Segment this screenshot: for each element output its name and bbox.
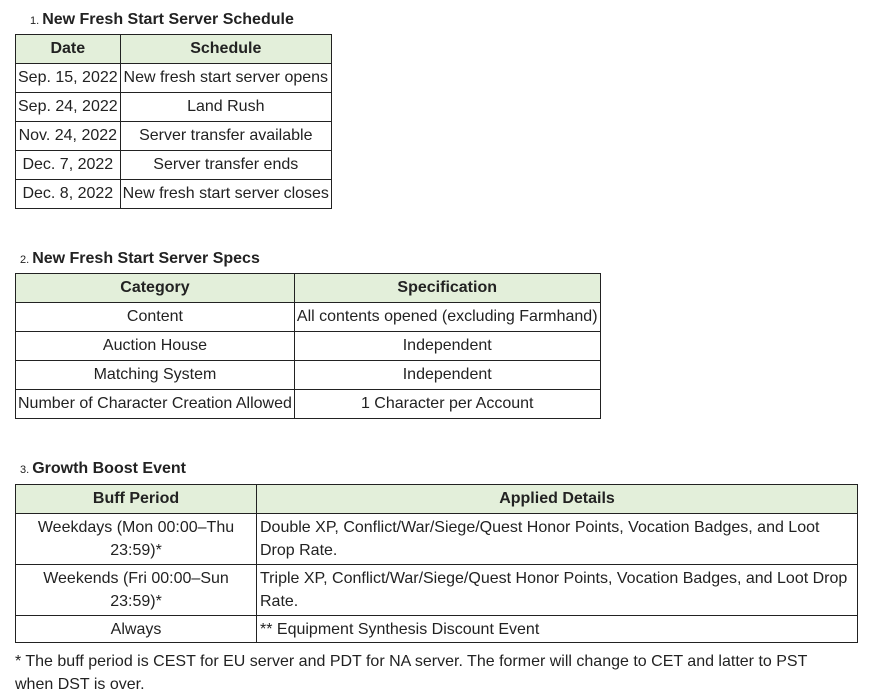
table-row bbox=[16, 514, 858, 565]
footnote: * The buff period is CEST for EU server and PDT for NA server. The former will change to CET and latter to PST when DST is over. bbox=[15, 653, 808, 693]
schedule-cell: New fresh start server closes bbox=[120, 180, 331, 209]
table-header-row bbox=[16, 35, 332, 64]
schedule-table bbox=[15, 34, 332, 209]
category-cell: Matching System bbox=[16, 361, 295, 390]
applied-details-cell: Double XP, Conflict/War/Siege/Quest Honor Points, Vocation Badges, and Loot Drop Rate. bbox=[257, 514, 858, 565]
section-1-title bbox=[30, 11, 294, 29]
column-header-buff-period: Buff Period bbox=[16, 485, 257, 514]
table-row bbox=[16, 93, 332, 122]
table-row bbox=[16, 361, 601, 390]
section-3-title bbox=[20, 460, 186, 478]
section-3-heading: Growth Boost Event bbox=[32, 460, 186, 477]
table-row bbox=[16, 180, 332, 209]
category-cell: Content bbox=[16, 303, 295, 332]
section-2-number: 2. bbox=[20, 254, 30, 266]
section-1-number: 1. bbox=[30, 15, 40, 27]
date-cell: Sep. 15, 2022 bbox=[16, 64, 121, 93]
section-2-heading: New Fresh Start Server Specs bbox=[32, 250, 260, 267]
column-header-category: Category bbox=[16, 274, 295, 303]
table-header-row bbox=[16, 274, 601, 303]
section-3-number: 3. bbox=[20, 464, 30, 476]
column-header-specification: Specification bbox=[294, 274, 600, 303]
table-row bbox=[16, 64, 332, 93]
specs-table bbox=[15, 273, 601, 419]
specification-cell: 1 Character per Account bbox=[294, 390, 600, 419]
table-row bbox=[16, 151, 332, 180]
schedule-cell: Land Rush bbox=[120, 93, 331, 122]
table-row bbox=[16, 122, 332, 151]
table-row bbox=[16, 303, 601, 332]
date-cell: Nov. 24, 2022 bbox=[16, 122, 121, 151]
table-row bbox=[16, 616, 858, 643]
schedule-cell: New fresh start server opens bbox=[120, 64, 331, 93]
column-header-applied-details: Applied Details bbox=[257, 485, 858, 514]
table-row bbox=[16, 332, 601, 361]
applied-details-cell: Triple XP, Conflict/War/Siege/Quest Honor Points, Vocation Badges, and Loot Drop Rate. bbox=[257, 565, 858, 616]
category-cell: Number of Character Creation Allowed bbox=[16, 390, 295, 419]
specification-cell: Independent bbox=[294, 361, 600, 390]
schedule-cell: Server transfer ends bbox=[120, 151, 331, 180]
applied-details-cell: ** Equipment Synthesis Discount Event bbox=[257, 616, 858, 643]
section-1-heading: New Fresh Start Server Schedule bbox=[42, 11, 294, 28]
column-header-schedule: Schedule bbox=[120, 35, 331, 64]
table-row bbox=[16, 390, 601, 419]
date-cell: Dec. 8, 2022 bbox=[16, 180, 121, 209]
growth-boost-table bbox=[15, 484, 858, 643]
table-header-row bbox=[16, 485, 858, 514]
specification-cell: All contents opened (excluding Farmhand) bbox=[294, 303, 600, 332]
buff-period-cell: Weekends (Fri 00:00–Sun 23:59)* bbox=[16, 565, 257, 616]
date-cell: Sep. 24, 2022 bbox=[16, 93, 121, 122]
buff-period-cell: Always bbox=[16, 616, 257, 643]
specification-cell: Independent bbox=[294, 332, 600, 361]
section-2-title bbox=[20, 250, 260, 268]
schedule-cell: Server transfer available bbox=[120, 122, 331, 151]
category-cell: Auction House bbox=[16, 332, 295, 361]
column-header-date: Date bbox=[16, 35, 121, 64]
table-row bbox=[16, 565, 858, 616]
date-cell: Dec. 7, 2022 bbox=[16, 151, 121, 180]
buff-period-cell: Weekdays (Mon 00:00–Thu 23:59)* bbox=[16, 514, 257, 565]
